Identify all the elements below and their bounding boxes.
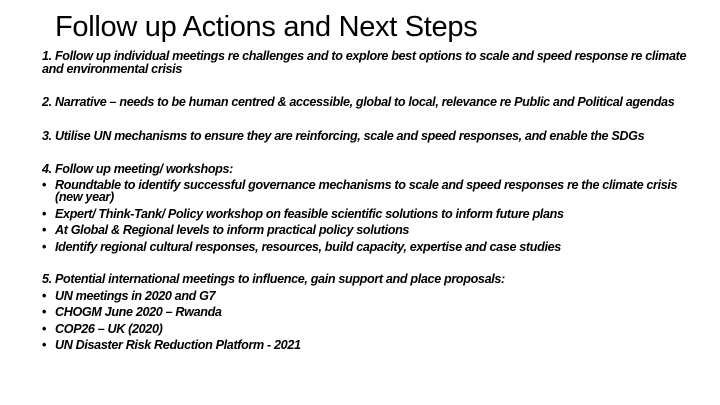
bullet-glyph: • bbox=[42, 239, 47, 254]
bullet-glyph: • bbox=[42, 321, 47, 336]
bullet-text-un-meetings: UN meetings in 2020 and G7 bbox=[55, 288, 216, 303]
bullet-glyph: • bbox=[42, 206, 47, 221]
bullet-item bbox=[42, 224, 707, 237]
item-narrative: 2. Narrative – needs to be human centred & accessible, global to local, relevance re Public and Political agendas bbox=[42, 95, 675, 109]
bullet-text-cop26: COP26 – UK (2020) bbox=[55, 321, 163, 336]
bullet-text-expert-workshop: Expert/ Think-Tank/ Policy workshop on feasible scientific solutions to inform future plans bbox=[55, 206, 564, 221]
bullet-item bbox=[42, 290, 707, 303]
bullet-glyph: • bbox=[42, 223, 47, 237]
bullet-text-global-regional: At Global & Regional levels to inform practical policy solutions bbox=[55, 223, 410, 237]
bullet-text-drr-platform: UN Disaster Risk Reduction Platform - 2021 bbox=[55, 338, 301, 352]
bullet-item bbox=[42, 339, 707, 352]
item-follow-up-meetings: 1. Follow up individual meetings re challenges and to explore best options to scale and speed response re climate and environmental crisis bbox=[42, 49, 687, 76]
slide-title: Follow up Actions and Next Steps bbox=[55, 11, 478, 43]
bullet-glyph: • bbox=[42, 305, 47, 319]
bullet-glyph: • bbox=[42, 288, 47, 303]
slide-body bbox=[42, 50, 707, 352]
item-un-mechanisms: 3. Utilise UN mechanisms to ensure they are reinforcing, scale and speed responses, and enable the SDGs bbox=[42, 128, 645, 143]
bullet-item bbox=[42, 241, 707, 254]
bullet-item bbox=[42, 306, 707, 319]
bullet-item bbox=[42, 179, 707, 204]
bullet-glyph: • bbox=[42, 338, 47, 352]
bullet-text-regional-cultural: Identify regional cultural responses, resources, build capacity, expertise and case studies bbox=[55, 239, 561, 254]
bullet-item bbox=[42, 323, 707, 336]
bullet-text-chogm: CHOGM June 2020 – Rwanda bbox=[55, 305, 222, 319]
section-heading-international-meetings: 5. Potential international meetings to influence, gain support and place proposals: bbox=[42, 272, 505, 286]
bullet-item bbox=[42, 208, 707, 221]
section-heading-workshops: 4. Follow up meeting/ workshops: bbox=[42, 162, 234, 176]
bullet-glyph: • bbox=[42, 177, 47, 192]
bullet-text-roundtable: Roundtable to identify successful governance mechanisms to scale and speed responses re the climate crisis (new year) bbox=[55, 177, 678, 204]
